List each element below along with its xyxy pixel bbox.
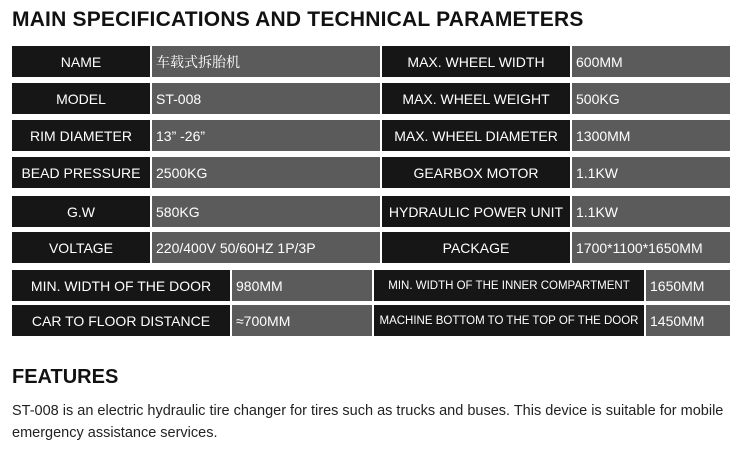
spec-label: VOLTAGE	[12, 232, 150, 263]
spec-label: RIM DIAMETER	[12, 120, 150, 151]
spec-label: MODEL	[12, 83, 150, 114]
spec-row-floor-distance	[12, 305, 730, 336]
spec-value: ST-008	[152, 83, 380, 114]
spec-label: MAX. WHEEL WEIGHT	[382, 83, 570, 114]
spec-label: MACHINE BOTTOM TO THE TOP OF THE DOOR	[374, 305, 644, 336]
spec-label: MAX. WHEEL DIAMETER	[382, 120, 570, 151]
spec-value: 980MM	[232, 270, 372, 301]
spec-label: NAME	[12, 46, 150, 77]
spec-label: G.W	[12, 196, 150, 227]
spec-value: 580KG	[152, 196, 380, 227]
spec-value: 220/400V 50/60HZ 1P/3P	[152, 232, 380, 263]
spec-label: BEAD PRESSURE	[12, 157, 150, 188]
spec-label: HYDRAULIC POWER UNIT	[382, 196, 570, 227]
spec-value: 1700*1100*1650MM	[572, 232, 730, 263]
spec-label: MIN. WIDTH OF THE DOOR	[12, 270, 230, 301]
spec-row-voltage	[12, 232, 730, 263]
spec-label: GEARBOX MOTOR	[382, 157, 570, 188]
spec-value: ≈700MM	[232, 305, 372, 336]
spec-value: 13” -26”	[152, 120, 380, 151]
spec-row-bead-pressure	[12, 157, 730, 188]
spec-row-name	[12, 46, 730, 77]
spec-value: 1.1KW	[572, 196, 730, 227]
spec-value: 2500KG	[152, 157, 380, 188]
spec-value: 车载式拆胎机	[152, 46, 380, 77]
spec-label: PACKAGE	[382, 232, 570, 263]
spec-value: 500KG	[572, 83, 730, 114]
spec-value: 600MM	[572, 46, 730, 77]
spec-row-model	[12, 83, 730, 114]
features-heading: FEATURES	[12, 366, 119, 388]
spec-row-rim-diameter	[12, 120, 730, 151]
spec-value: 1300MM	[572, 120, 730, 151]
spec-label: MIN. WIDTH OF THE INNER COMPARTMENT	[374, 270, 644, 301]
spec-title: MAIN SPECIFICATIONS AND TECHNICAL PARAMETERS	[12, 8, 584, 31]
spec-value: 1450MM	[646, 305, 730, 336]
spec-value: 1650MM	[646, 270, 730, 301]
features-description: ST-008 is an electric hydraulic tire changer for tires such as trucks and buses. This device is suitable for mobile emergency assistance services.	[12, 403, 724, 441]
spec-row-door-width	[12, 270, 730, 301]
spec-label: CAR TO FLOOR DISTANCE	[12, 305, 230, 336]
spec-row-gross-weight	[12, 196, 730, 227]
spec-value: 1.1KW	[572, 157, 730, 188]
spec-label: MAX. WHEEL WIDTH	[382, 46, 570, 77]
